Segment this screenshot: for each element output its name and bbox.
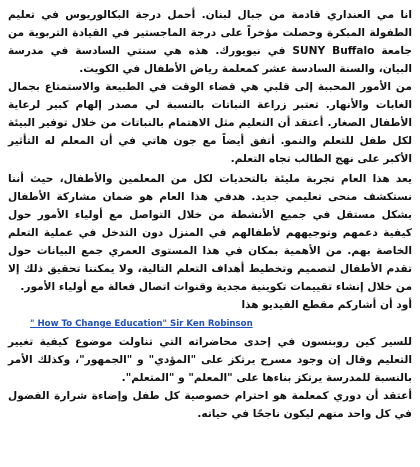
paragraph-introduction xyxy=(8,6,412,78)
intro-text-a: انا مي العنداري قادمة من جبال لبنان. أحمل درجة البكالوريوس في تعليم الطفولة المبكرة وحصلت مؤخراً على درجة الماجستير في القيادة التربوية من جامعة xyxy=(8,9,412,57)
paragraph-role: أعتقد أن دوري كمعلمة هو احترام خصوصية كل طفل وإضاءة شرارة الفضول في كل واحد منهم ليكون ناجحًا في حياته. xyxy=(8,390,412,420)
intro-text-b: في نيويورك. هذه هي سنتي السادسة في مدرسة البيان، والسنة السادسة عشر كمعلمة رياض الأطفال في الكويت. xyxy=(8,45,412,75)
paragraph-goals: يعد هذا العام تجربة مليئة بالتحديات لكل من المعلمين والأطفال، حيث أننا نستكشف منحى تعليمي جديد. هدفي هذا العام هو ضمان مشاركة الأطفال بشكل مستقل في جميع الأنشطة من خلال التواصل مع أولياء الأمور حول كيفية دعمهم وتوجيههم لأطفالهم في المنزل دون التدخل في عملية التعلم الخاصة بهم. من الأهمية بمكان في هذا المستوى العمري جمع البيانات حول تقدم الأطفال لتصميم وتخطيط أهداف التعلم التالية، ولا يمكننا تحقيق ذلك إلا من خلال إنشاء تقييمات تكوينية مجدية وقنوات اتصال فعالة مع أولياء الأمور. xyxy=(8,173,412,293)
paragraph-nature: من الأمور المحببة إلى قلبي هي قضاء الوقت في الطبيعة والاستمتاع بجمال الغابات والأنهار. تعتبر زراعة النباتات بالنسبة لي مصدر إلهام كبير لرعاية الأطفال الصغار. أعتقد أن التعليم مثل الاهتمام بالنباتات من خلال توفير البيئة لكل طفل للتعلم والنمو. أتفق أيضاً مع جون هاتي في أن المعلم له التأثير الأكبر على نهج الطالب تجاه التعلم. xyxy=(8,81,412,165)
video-link[interactable]: " How To Change Education" Sir Ken Robinson xyxy=(30,319,253,329)
video-link-line xyxy=(8,314,412,333)
university-name: SUNY Buffalo xyxy=(292,45,375,57)
paragraph-video-body: للسير كين روبنسون في إحدى محاضراته التي تناولت موضوع كيفية تغيير التعليم وقال إن وجود مسرح يرتكز على "المؤدي" و "الجمهور"، وكذلك الأمر بالنسبة للمدرسة يرتكز بناءها على "المعلم" و "المتعلم". xyxy=(8,336,412,384)
paragraph-video-intro: أود أن أشاركم مقطع الفيديو هذا xyxy=(241,299,412,311)
